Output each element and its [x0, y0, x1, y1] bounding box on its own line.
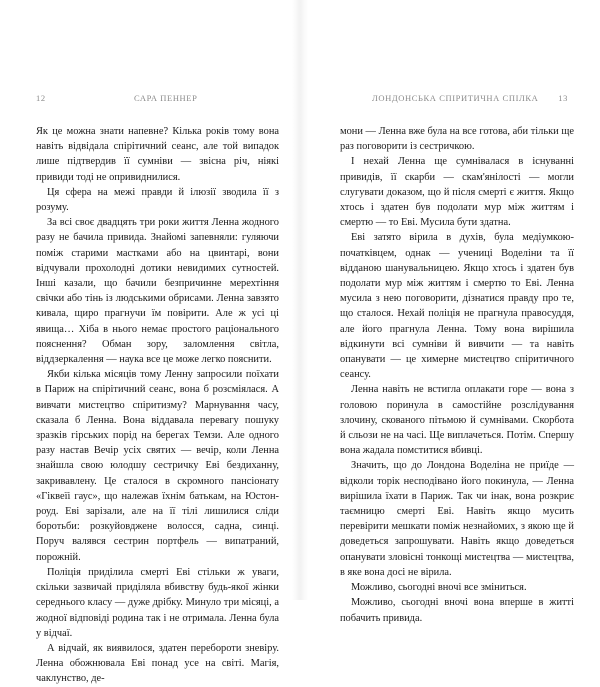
right-running-header — [330, 93, 568, 105]
paragraph: Ця сфера на межі правди й ілюзії зводила її з розуму. — [36, 186, 279, 214]
left-running-head: САРА ПЕННЕР — [134, 93, 198, 103]
paragraph: Можливо, сьогодні вночі все зміниться. — [351, 582, 527, 594]
paragraph: А відчай, як виявилося, здатен перебороти зневіру. Ленна обожнювала Еві понад усе на світі. Магія, чаклунство, де- — [36, 642, 279, 685]
paragraph: мони — Ленна вже була на все готова, аби тільки ще раз поговорити із сестричкою. — [340, 126, 574, 153]
left-page-number: 12 — [36, 93, 46, 103]
paragraph: За всі своє двадцять три роки життя Ленна жодного разу не бачила привида. Знайомі запевняли: гуляючи поміж старими мастками або на цвинтарі, вони відчували прохолодні дотики невидимих сутностей. Інші казали, що бачили безпричинне мерехтіння свічки або тінь із людськими обрисами. Ленна завзято кивала, щиро прагнучи їм повірити. Але ж усі ці явища… Хіба в нього немає простого раціонального пояснення? Обман зору, заломлення світла, віддзеркалення — наука все це може легко пояснити. — [36, 217, 279, 366]
left-running-header — [36, 93, 274, 105]
paragraph: Можливо, сьогодні вночі вона вперше в житті побачить привида. — [340, 597, 574, 624]
left-page — [0, 0, 300, 685]
right-page-number: 13 — [558, 93, 568, 103]
paragraph: Якби кілька місяців тому Ленну запросили поїхати в Париж на спірітичний сеанс, вона б розсміялася. А вивчати мистецтво спіритизму? Марнування часу, сказала б Ленна. Вона віддавала перевагу пошуку зразків гірських порід на берегах Темзи. Але одного разу настав Вечір усіх святих — вечір, коли Ленна знайшла свою юлодшу сестричку Еві бездиханну, закривавлену. Це сталося в скромного пансіонату «Гіквеїі гаус», що належав їхнім батькам, на Юстон-роуд. Еві зарізали, але на її тілі лишилися сліди боротьби: розкуйовджене волосся, садна, синці. Поруч валявся сестрин портфель — випатраний, порожній. — [36, 369, 279, 563]
right-page — [300, 0, 600, 624]
paragraph: Ленна навіть не встигла оплакати горе — вона з головою поринула в самостійне розслідування злочину, скованого пітьмою й сумнівами. Скорбота й сльози не на часі. Ще виплачеться. Потім. Спершу вона жадала помститися вбивці. — [340, 384, 574, 457]
left-page-text — [36, 124, 279, 687]
paragraph: Як це можна знати напевне? Кілька років тому вона навіть відвідала спірітичний сеанс, але той випадок лише підтвердив її сумніви — звісна річ, ніякі привиди тоді не опривиднилися. — [36, 126, 279, 183]
paragraph: Поліція приділила смерті Еві стільки ж уваги, скільки зазвичай приділяла вбивству будь-якої жінки середнього класу — дуже дрібку. Минуло три місяці, а жодної відповіді родина так і не отримала. Ленна була у відчаї. — [36, 566, 279, 639]
right-running-head: ЛОНДОНСЬКА СПІРИТИЧНА СПІЛКА — [372, 93, 539, 103]
paragraph: Еві затято вірила в духів, була медіумкою-початківцем, однак — учениці Воделіни та її відданою шанувальницею. Якщо хтось і здатен був подолати мур між життям і смертю то Еві. Ленна мусила з нею поговорити, дізнатися правду про те, що сталося. Нехай поліція не прагнула правосуддя, але його прагнула Ленна. Тому вона вирішила відкинути всі сумніви й вивчити — та навіть опанувати — це химерне мистецтво спіритичного сеансу. — [340, 232, 574, 381]
paragraph: Значить, що до Лондона Воделіна не приїде — відколи торік несподівано його покинула, — Ленна вирішила їхати в Париж. Так чи інак, вона розкриє таємницю смерті Еві. Навіть якщо мусить перевірити мешкати поміж незнайомих, з якою ще й доведеться запрошувати. Навіть якщо доведеться опанувати зловісні тонкощі мистецтва — мистецтва, в яке вона досі не вірила. — [340, 460, 574, 578]
right-page-text — [340, 124, 574, 626]
paragraph: І нехай Ленна ще сумнівалася в існуванні привидів, її скарби — скам'янілості — могли слугувати доказом, що й після смерті є життя. Якщо хтось і здатен був подолати мур між життям і смертю — то Еві. Мусила бути здатна. — [340, 156, 574, 229]
